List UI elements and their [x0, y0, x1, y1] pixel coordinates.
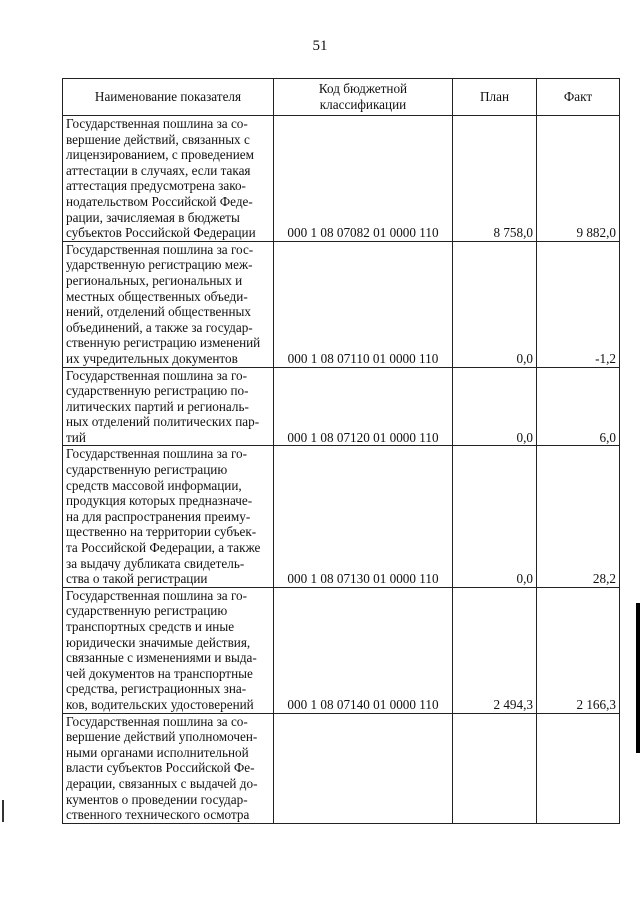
header-fact: Факт — [537, 79, 620, 116]
indicator-name-line: их учредительных документов — [66, 350, 238, 366]
plan-cell: 0,0 — [453, 367, 537, 446]
indicator-name-line: ков, водительских удостоверений — [66, 696, 254, 712]
fact-cell: 2 166,3 — [537, 587, 620, 713]
plan-cell: 2 494,3 — [453, 587, 537, 713]
indicator-name-line: за выдачу дубликата свидетель- — [66, 555, 245, 571]
indicator-name-line: Государственная пошлина за со- — [66, 713, 248, 729]
scan-edge-mark — [636, 603, 640, 753]
table-header-row — [63, 79, 620, 116]
indicator-name-line: рации, зачисляемая в бюджеты — [66, 209, 240, 225]
indicator-name-cell — [63, 587, 274, 713]
fact-cell: 6,0 — [537, 367, 620, 446]
fact-cell — [537, 713, 620, 823]
indicator-name-line: сударственную регистрацию — [66, 603, 228, 619]
budget-code-cell: 000 1 08 07130 01 0000 110 — [274, 446, 453, 587]
budget-code-cell: 000 1 08 07120 01 0000 110 — [274, 367, 453, 446]
indicator-name-line: чей документов на транспортные — [66, 665, 253, 681]
indicator-name-line: субъектов Российской Федерации — [66, 225, 256, 241]
budget-code-cell — [274, 713, 453, 823]
indicator-name-line: объединений, а также за государ- — [66, 319, 253, 335]
indicator-name-line: местных общественных объеди- — [66, 288, 248, 304]
indicator-name-line: региональных, региональных и — [66, 272, 243, 288]
indicator-name-cell — [63, 446, 274, 587]
indicator-name-line: сударственную регистрацию — [66, 462, 228, 478]
indicator-name-line: Государственная пошлина за го- — [66, 367, 248, 383]
header-code-line: классификации — [319, 97, 407, 112]
indicator-name-line: та Российской Федерации, а также — [66, 540, 261, 556]
indicator-name-cell — [63, 116, 274, 242]
header-plan: План — [453, 79, 537, 116]
indicator-name-line: дерации, связанных с выдачей до- — [66, 775, 258, 791]
indicator-name-line: средств массовой информации, — [66, 477, 242, 493]
header-code — [274, 79, 453, 116]
fact-cell: 9 882,0 — [537, 116, 620, 242]
indicator-name-line: кументов о проведении государ- — [66, 791, 248, 807]
indicator-name-line: щественно на территории субъек- — [66, 524, 257, 540]
table-row — [63, 713, 620, 823]
budget-table — [62, 78, 620, 824]
indicator-name-line: Государственная пошлина за гос- — [66, 241, 254, 257]
indicator-name-line: ных отделений политических пар- — [66, 414, 260, 430]
indicator-name-line: Государственная пошлина за го- — [66, 587, 248, 603]
plan-cell: 0,0 — [453, 241, 537, 367]
budget-code-cell: 000 1 08 07110 01 0000 110 — [274, 241, 453, 367]
header-code-line: Код бюджетной — [318, 81, 408, 97]
fact-cell: 28,2 — [537, 446, 620, 587]
budget-code-cell: 000 1 08 07082 01 0000 110 — [274, 116, 453, 242]
indicator-name-line: транспортных средств и иные — [66, 619, 235, 634]
indicator-name-line: вершение действий, связанных с — [66, 131, 250, 147]
indicator-name-cell — [63, 367, 274, 446]
indicator-name-line: аттестации в случаях, если такая — [66, 162, 251, 178]
indicator-name-line: тий — [66, 429, 86, 445]
indicator-name-line: аттестация предусмотрена зако- — [66, 178, 246, 194]
table-row — [63, 587, 620, 713]
indicator-name-line: ства о такой регистрации — [66, 571, 208, 587]
indicator-name-line: нений, отделений общественных — [66, 304, 251, 320]
indicator-name-cell — [63, 713, 274, 823]
header-name: Наименование показателя — [63, 79, 274, 116]
indicator-name-line: нодательством Российской Феде- — [66, 193, 253, 209]
indicator-name-line: юридически значимые действия, — [66, 634, 251, 650]
indicator-name-line: ударственную регистрацию меж- — [66, 257, 253, 273]
indicator-name-line: Государственная пошлина за со- — [66, 116, 248, 131]
table-row — [63, 241, 620, 367]
indicator-name-line: вершение действий уполномочен- — [66, 729, 258, 745]
table-row — [63, 446, 620, 587]
indicator-name-line: средства, регистрационных зна- — [66, 681, 247, 697]
indicator-name-line: сударственную регистрацию по- — [66, 383, 249, 399]
budget-code-cell: 000 1 08 07140 01 0000 110 — [274, 587, 453, 713]
indicator-name-line: Государственная пошлина за го- — [66, 446, 248, 462]
indicator-name-line: ственного технического осмотра — [66, 807, 250, 823]
fact-cell: -1,2 — [537, 241, 620, 367]
table-row — [63, 116, 620, 242]
indicator-name-line: ными органами исполнительной — [66, 744, 249, 760]
scan-margin-mark — [2, 800, 4, 822]
indicator-name-line: на для распространения преиму- — [66, 508, 251, 524]
indicator-name-line: власти субъектов Российской Фе- — [66, 760, 255, 776]
page-number: 51 — [312, 38, 328, 54]
plan-cell — [453, 713, 537, 823]
indicator-name-cell — [63, 241, 274, 367]
indicator-name-line: ственную регистрацию изменений — [66, 335, 261, 351]
indicator-name-line: лицензированием, с проведением — [66, 147, 254, 163]
indicator-name-line: литических партий и региональ- — [66, 398, 249, 414]
plan-cell: 0,0 — [453, 446, 537, 587]
indicator-name-line: продукция которых предназначе- — [66, 493, 253, 509]
table-row — [63, 367, 620, 446]
table-body — [63, 116, 620, 824]
plan-cell: 8 758,0 — [453, 116, 537, 242]
indicator-name-line: связанные с изменениями и выда- — [66, 650, 257, 666]
